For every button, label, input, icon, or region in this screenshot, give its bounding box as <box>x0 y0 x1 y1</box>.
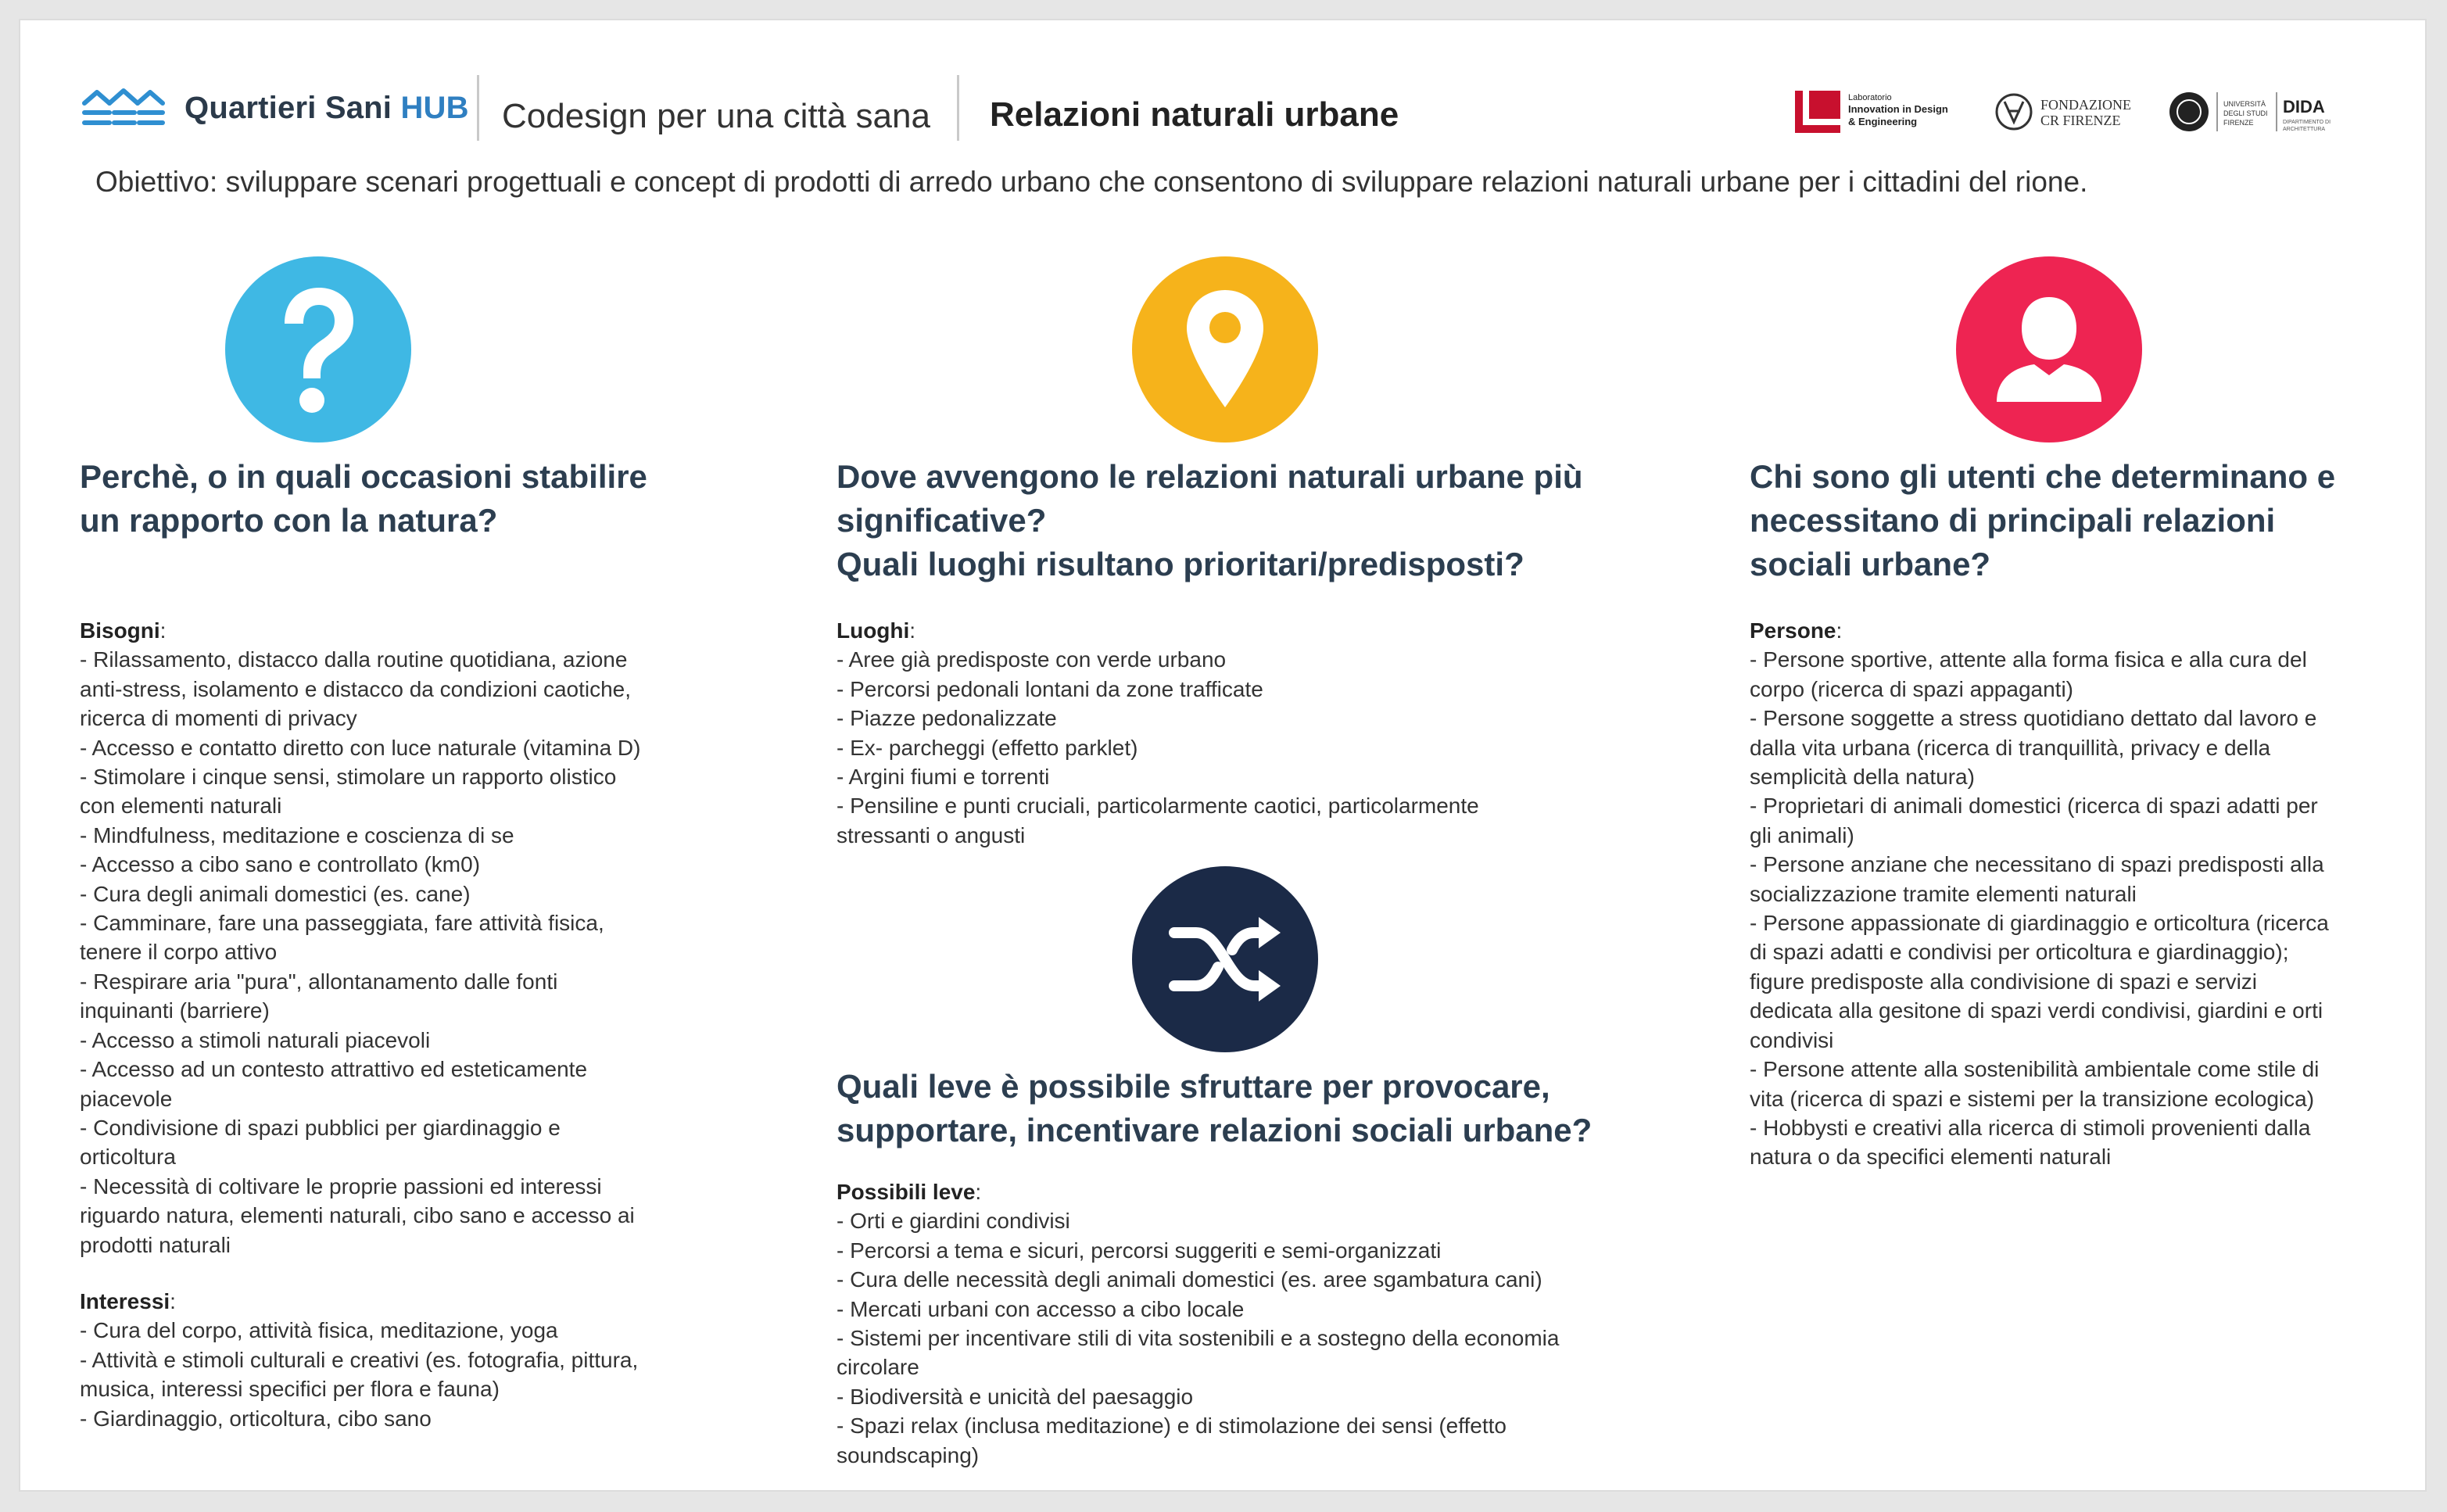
list-item: - Proprietari di animali domestici (ricerca di spazi adatti per <box>1750 794 2318 819</box>
question-title-levers: Quali leve è possibile sfruttare per provocare, supportare, incentivare relazioni sociali urbane? <box>837 1068 1593 1148</box>
list-item: - Mercati urbani con accesso a cibo locale <box>837 1296 1245 1321</box>
partner-logos <box>1793 88 2347 136</box>
shuffle-icon <box>1132 866 1318 1052</box>
list-item: corpo (ricerca di spazi appaganti) <box>1750 676 2073 701</box>
svg-text:& Engineering: & Engineering <box>1848 116 1918 127</box>
svg-text:FIRENZE: FIRENZE <box>2223 119 2254 127</box>
list-item: - Accesso e contatto diretto con luce naturale (vitamina D) <box>80 735 641 760</box>
list-item: - Accesso a cibo sano e controllato (km0) <box>80 852 481 877</box>
svg-text:CR FIRENZE: CR FIRENZE <box>2040 113 2121 128</box>
header-divider <box>477 75 479 141</box>
needs-list: Bisogni: - Rilassamento, distacco dalla routine quotidiana, azione anti-stress, isolamento e distacco da condizioni caotiche, ricerca di momenti di privacy - Accesso e contatto diretto con luce naturale (vitamina D) - Stimolare i cinque sensi, stimolare un rapporto olistico con elementi naturali - Mindfulness, meditazione e coscienza di se - Accesso a cibo sano e controllato (km0) - Cura degli animali domestici (es. cane) - Camminare, fare una passeggiata, fare attività fisica, tenere il corpo attivo - Respirare aria "pura", allontanamento dalle fonti inquinanti (barriere) - Accesso a stimoli naturali piacevoli - Accesso ad un contesto attrattivo ed esteticamente piacevole - Condivisione di spazi pubblici per giardinaggio e orticoltura - Necessità di coltivare le proprie passioni ed interessi riguardo natura, elementi naturali, cibo sano e accesso ai prodotti naturali <box>80 616 640 1259</box>
list-item: - Cura degli animali domestici (es. cane) <box>80 881 471 906</box>
header <box>80 75 2378 161</box>
list-item: con elementi naturali <box>80 794 282 819</box>
list-item: - Piazze pedonalizzate <box>837 706 1057 731</box>
question-title-why: Perchè, o in quali occasioni stabilire un rapporto con la natura? <box>80 458 647 539</box>
list-item: - Necessità di coltivare le proprie passioni ed interessi <box>80 1173 602 1198</box>
user-icon <box>1956 256 2142 442</box>
list-item: ricerca di momenti di privacy <box>80 706 357 731</box>
list-item: - Orti e giardini condivisi <box>837 1209 1070 1234</box>
svg-text:DIDA: DIDA <box>2283 97 2325 116</box>
list-item: stressanti o angusti <box>837 822 1026 847</box>
list-item: inquinanti (barriere) <box>80 998 270 1023</box>
places-list: Luoghi: - Aree già predisposte con verde urbano - Percorsi pedonali lontani da zone trafficate - Piazze pedonalizzate - Ex- parcheggi (effetto parklet) - Argini fiumi e torrenti - Pensiline e punti cruciali, particolarmente caotici, particolarmente stressanti o angusti <box>837 616 1479 850</box>
fondazione-logo <box>1992 88 2141 136</box>
list-item: - Persone sportive, attente alla forma fisica e alla cura del <box>1750 647 2307 672</box>
list-item: prodotti naturali <box>80 1232 231 1257</box>
list-item: anti-stress, isolamento e distacco da condizioni caotiche, <box>80 676 632 701</box>
question-title-where: Dove avvengono le relazioni naturali urbane più significative? Quali luoghi risultano prioritari/predisposti? <box>837 458 1583 582</box>
list-item: natura o da specifici elementi naturali <box>1750 1145 2112 1170</box>
header-subtitle: Codesign per una città sana <box>502 97 930 135</box>
page-title: Relazioni naturali urbane <box>990 95 1399 134</box>
list-item: soundscaping) <box>837 1442 980 1467</box>
list-item: piacevole <box>80 1086 173 1111</box>
svg-text:UNIVERSITÀ: UNIVERSITÀ <box>2223 100 2266 108</box>
brand-logo <box>80 86 469 130</box>
svg-text:Innovation in Design: Innovation in Design <box>1848 103 1948 115</box>
list-item: - Aree già predisposte con verde urbano <box>837 647 1227 672</box>
list-item: circolare <box>837 1355 919 1380</box>
header-divider <box>957 75 959 141</box>
needs-label: Bisogni <box>80 618 160 643</box>
interests-list: Interessi: - Cura del corpo, attività fisica, meditazione, yoga - Attività e stimoli culturali e creativi (es. fotografia, pittura, musica, interessi specifici per flora e fauna) - Giardinaggio, orticoltura, cibo sano <box>80 1287 638 1433</box>
houses-logo-icon <box>80 86 167 130</box>
list-item: - Camminare, fare una passeggiata, fare attività fisica, <box>80 911 604 936</box>
list-item: - Condivisione di spazi pubblici per giardinaggio e <box>80 1115 561 1140</box>
list-item: - Cura delle necessità degli animali domestici (es. aree sgambatura cani) <box>837 1267 1542 1292</box>
svg-text:DIPARTIMENTO DI: DIPARTIMENTO DI <box>2283 120 2331 125</box>
question-title-who: Chi sono gli utenti che determinano e necessitano di principali relazioni sociali urbane? <box>1750 458 2336 582</box>
list-item: - Stimolare i cinque sensi, stimolare un rapporto olistico <box>80 765 617 790</box>
list-item: - Persone soggette a stress quotidiano dettato dal lavoro e <box>1750 706 2317 731</box>
list-item: dalla vita urbana (ricerca di tranquillità, privacy e della <box>1750 735 2271 760</box>
list-item: - Persone appassionate di giardinaggio e orticoltura (ricerca <box>1750 911 2329 936</box>
list-item: - Accesso a stimoli naturali piacevoli <box>80 1027 431 1052</box>
list-item: - Sistemi per incentivare stili di vita sostenibili e a sostegno della economia <box>837 1326 1560 1351</box>
objective-text: Obiettivo: sviluppare scenari progettuali e concept di prodotti di arredo urbano che consentono di sviluppare relazioni naturali urbane per i cittadini del rione. <box>95 166 2088 198</box>
list-item: - Cura del corpo, attività fisica, meditazione, yoga <box>80 1318 558 1343</box>
list-item: - Percorsi pedonali lontani da zone trafficate <box>837 676 1263 701</box>
list-item: figure predisposte alla condivisione di spazi e servizi <box>1750 969 2258 994</box>
list-item: - Rilassamento, distacco dalla routine quotidiana, azione <box>80 647 628 672</box>
list-item: di spazi adatti e condivisi per orticoltura e giardinaggio); <box>1750 940 2289 965</box>
list-item: - Ex- parcheggi (effetto parklet) <box>837 735 1138 760</box>
list-item: - Hobbysti e creativi alla ricerca di stimoli provenienti dalla <box>1750 1115 2311 1140</box>
list-item: - Spazi relax (inclusa meditazione) e di stimolazione dei sensi (effetto <box>837 1413 1507 1439</box>
list-item: tenere il corpo attivo <box>80 940 278 965</box>
list-item: socializzazione tramite elementi naturali <box>1750 881 2137 906</box>
people-label: Persone <box>1750 618 1836 643</box>
question-icon <box>225 256 411 442</box>
list-item: gli animali) <box>1750 822 1854 847</box>
list-item: - Percorsi a tema e sicuri, percorsi suggeriti e semi-organizzati <box>837 1238 1442 1263</box>
list-item: - Pensiline e punti cruciali, particolarmente caotici, particolarmente <box>837 794 1479 819</box>
list-item: - Persone anziane che necessitano di spazi predisposti alla <box>1750 852 2324 877</box>
svg-text:DEGLI STUDI: DEGLI STUDI <box>2223 109 2268 117</box>
levers-list: Possibili leve: - Orti e giardini condivisi - Percorsi a tema e sicuri, percorsi suggeriti e semi-organizzati - Cura delle necessità degli animali domestici (es. aree sgambatura cani) - Mercati urbani con accesso a cibo locale - Sistemi per incentivare stili di vita sostenibili e a sostegno della economia circolare - Biodiversità e unicità del paesaggio - Spazi relax (inclusa meditazione) e di stimolazione dei sensi (effetto soundscaping) <box>837 1177 1559 1470</box>
places-label: Luoghi <box>837 618 910 643</box>
list-item: - Persone attente alla sostenibilità ambientale come stile di <box>1750 1057 2320 1082</box>
list-item: orticoltura <box>80 1145 176 1170</box>
interests-label: Interessi <box>80 1289 170 1313</box>
list-item: - Mindfulness, meditazione e coscienza di se <box>80 822 514 847</box>
list-item: semplicità della natura) <box>1750 765 1975 790</box>
list-item: riguardo natura, elementi naturali, cibo sano e accesso ai <box>80 1203 635 1228</box>
list-item: - Argini fiumi e torrenti <box>837 765 1050 790</box>
levers-label: Possibili leve <box>837 1180 976 1204</box>
list-item: - Respirare aria "pura", allontanamento dalle fonti <box>80 969 558 994</box>
list-item: - Giardinaggio, orticoltura, cibo sano <box>80 1406 432 1431</box>
location-pin-icon <box>1132 256 1318 442</box>
svg-text:Laboratorio: Laboratorio <box>1848 93 1892 102</box>
list-item: - Accesso ad un contesto attrattivo ed esteticamente <box>80 1057 588 1082</box>
svg-text:FONDAZIONE: FONDAZIONE <box>2040 97 2131 113</box>
list-item: - Attività e stimoli culturali e creativi (es. fotografia, pittura, <box>80 1347 639 1372</box>
list-item: vita (ricerca di spazi e sistemi per la transizione ecologica) <box>1750 1086 2315 1111</box>
list-item: dedicata alla gesitone di spazi verdi condivisi, giardini e orti <box>1750 998 2323 1023</box>
list-item: - Biodiversità e unicità del paesaggio <box>837 1384 1194 1409</box>
slide-card <box>19 19 2427 1492</box>
dida-logo <box>2167 88 2347 136</box>
svg-text:ARCHITETTURA: ARCHITETTURA <box>2283 127 2326 132</box>
list-item: musica, interessi specifici per flora e fauna) <box>80 1377 500 1402</box>
list-item: condivisi <box>1750 1027 1834 1052</box>
brand-name: Quartieri Sani HUB <box>185 90 469 125</box>
people-list: Persone: - Persone sportive, attente alla forma fisica e alla cura del corpo (ricerca di spazi appaganti) - Persone soggette a stress quotidiano dettato dal lavoro e dalla vita urbana (ricerca di tranquillità, privacy e della semplicità della natura) - Proprietari di animali domestici (ricerca di spazi adatti per gli animali) - Persone anziane che necessitano di spazi predisposti alla socializzazione tramite elementi naturali - Persone appassionate di giardinaggio e orticoltura (ricerca di spazi adatti e condivisi per orticoltura e giardinaggio); figure predisposte alla condivisione di spazi e servizi dedicata alla gesitone di spazi verdi condivisi, giardini e orti condivisi - Persone attente alla sostenibilità ambientale come stile di vita (ricerca di spazi e sistemi per la transizione ecologica) - Hobbysti e creativi alla ricerca di stimoli provenienti dalla natura o da specifici elementi naturali <box>1750 616 2329 1172</box>
lab-logo <box>1793 88 1965 136</box>
